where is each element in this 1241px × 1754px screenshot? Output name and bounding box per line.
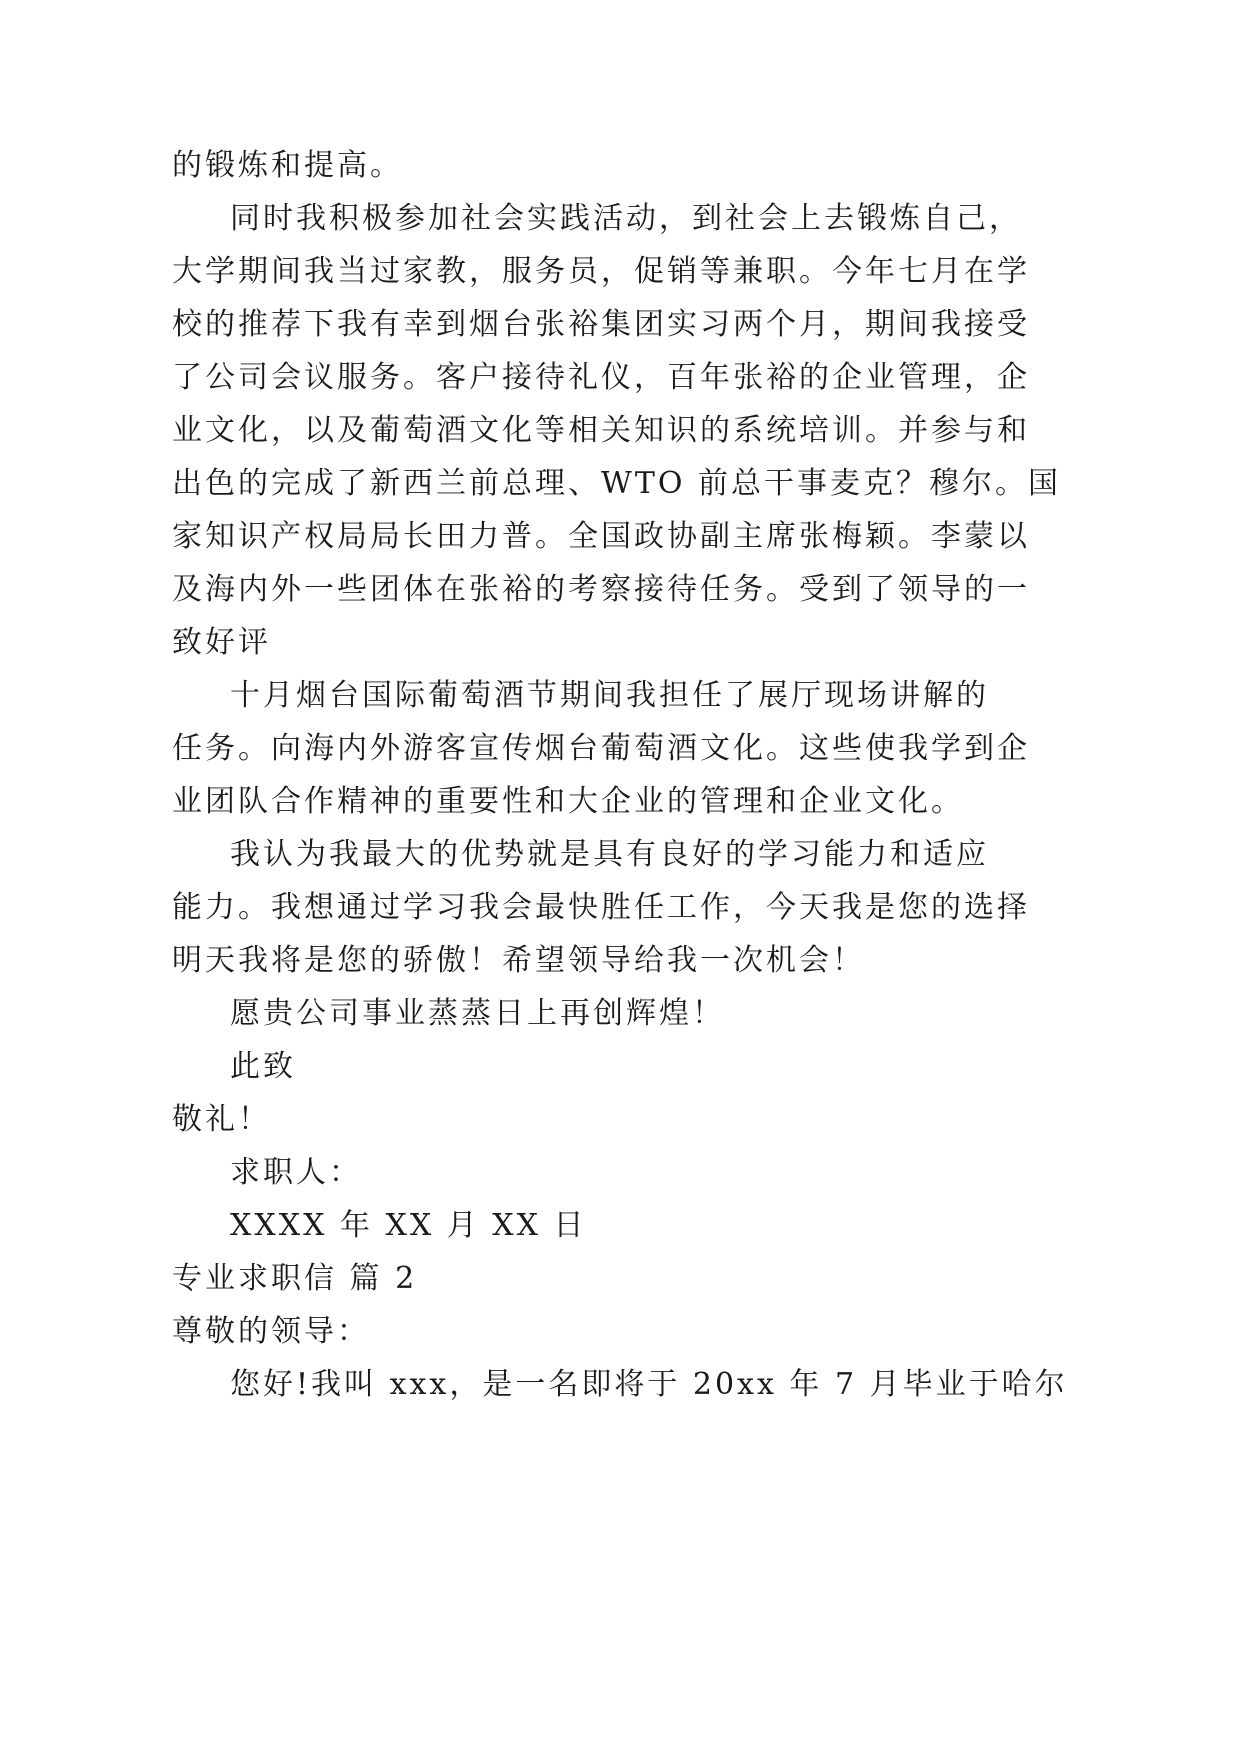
text-line: 校的推荐下我有幸到烟台张裕集团实习两个月，期间我接受 (172, 307, 1030, 342)
text-line: 能力。我想通过学习我会最快胜任工作，今天我是您的选择 (172, 890, 1030, 925)
text-line: 及海内外一些团体在张裕的考察接待任务。受到了领导的一 (172, 572, 1030, 607)
text-line: 明天我将是您的骄傲！希望领导给我一次机会！ (172, 943, 865, 978)
section-heading: 专业求职信 篇 2 (172, 1261, 418, 1296)
closing-wish-line: 愿贵公司事业蒸蒸日上再创辉煌！ (230, 996, 725, 1031)
paragraph-start-line: 同时我积极参加社会实践活动，到社会上去锻炼自己， (230, 201, 1022, 236)
text-line: 了公司会议服务。客户接待礼仪，百年张裕的企业管理，企 (172, 360, 1030, 395)
paragraph-start-line: 我认为我最大的优势就是具有良好的学习能力和适应 (230, 837, 989, 872)
text-line: 的锻炼和提高。 (172, 148, 403, 183)
text-line: 出色的完成了新西兰前总理、WTO 前总干事麦克？穆尔。国 (172, 466, 1061, 501)
paragraph-start-line: 十月烟台国际葡萄酒节期间我担任了展厅现场讲解的 (230, 678, 989, 713)
salutation-line: 敬礼！ (172, 1102, 271, 1137)
text-line: 业文化，以及葡萄酒文化等相关知识的系统培训。并参与和 (172, 413, 1030, 448)
text-line: 家知识产权局局长田力普。全国政协副主席张梅颖。李蒙以 (172, 519, 1030, 554)
greeting-line: 尊敬的领导： (172, 1314, 370, 1349)
text-line: 致好评 (172, 625, 271, 660)
paragraph-start-line: 您好!我叫 xxx，是一名即将于 20xx 年 7 月毕业于哈尔 (230, 1367, 1068, 1402)
text-line: 业团队合作精神的重要性和大企业的管理和企业文化。 (172, 784, 964, 819)
salutation-line: 此致 (230, 1049, 296, 1084)
text-line: 任务。向海内外游客宣传烟台葡萄酒文化。这些使我学到企 (172, 731, 1030, 766)
text-line: 大学期间我当过家教，服务员，促销等兼职。今年七月在学 (172, 254, 1030, 289)
date-line: XXXX 年 XX 月 XX 日 (230, 1208, 587, 1243)
signature-line: 求职人： (230, 1155, 362, 1190)
